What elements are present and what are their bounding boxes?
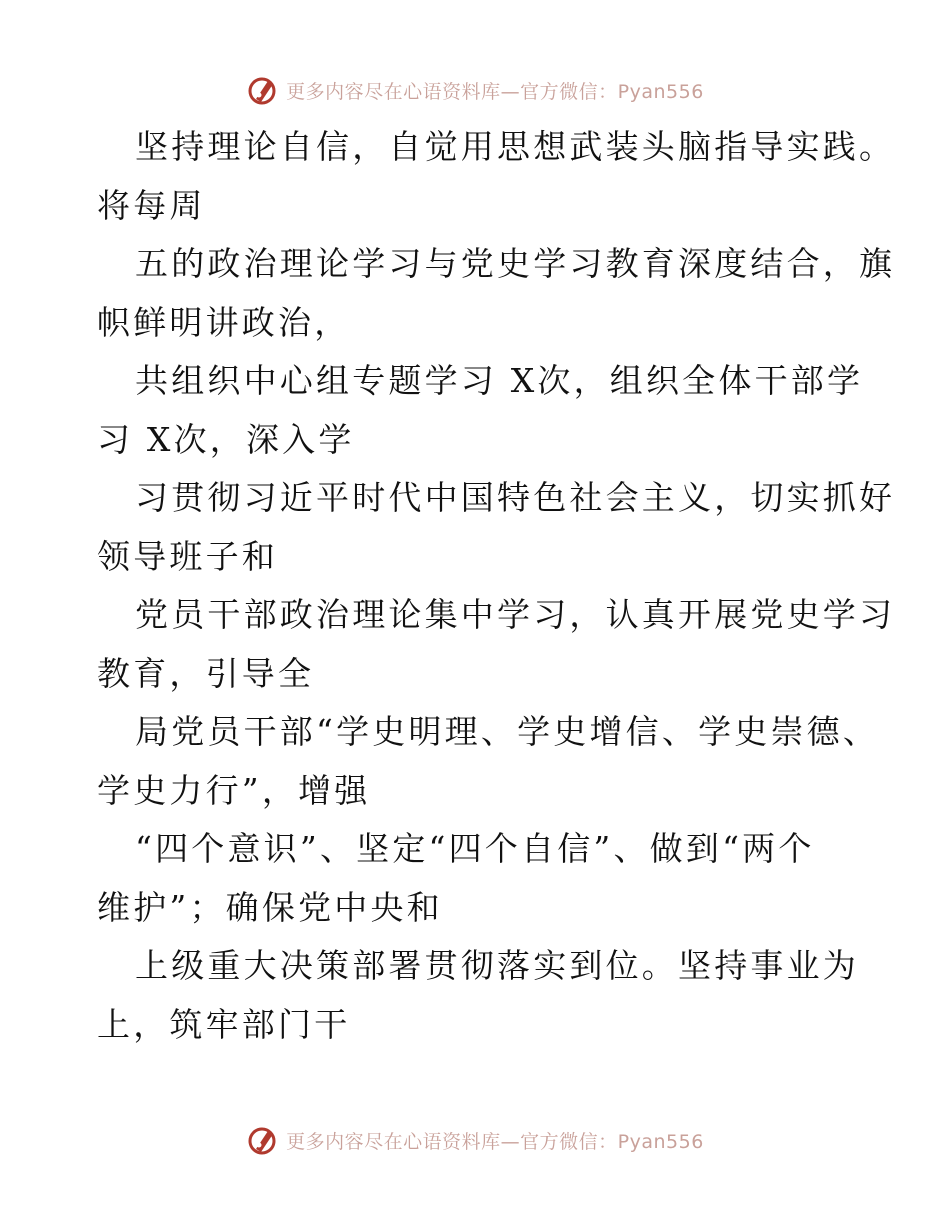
- text-line: 共组织中心组专题学习 X次，组织全体干部学: [135, 361, 864, 400]
- text-line: 局党员干部“学史明理、学史增信、学史崇德、: [135, 712, 880, 751]
- header-watermark: [0, 70, 950, 110]
- text-line: 教育，引导全: [97, 653, 315, 693]
- pen-logo-icon: [246, 1123, 280, 1157]
- text-line: 维护”；确保党中央和: [97, 887, 443, 927]
- text-line: 学史力行”，增强: [97, 770, 371, 810]
- text-line: 领导班子和: [97, 536, 278, 576]
- text-line: 上，筑牢部门干: [97, 1004, 351, 1044]
- document-body: [97, 118, 896, 1054]
- text-line: 习 X次，深入学: [97, 419, 355, 459]
- footer-watermark-text: 更多内容尽在心语资料库—官方微信：Pyan556: [286, 1130, 704, 1153]
- pen-logo-icon: [246, 73, 280, 107]
- text-line: 党员干部政治理论集中学习，认真开展党史学习: [135, 595, 896, 634]
- text-line: 将每周: [97, 185, 206, 225]
- text-line: 五的政治理论学习与党史学习教育深度结合，旗: [135, 244, 896, 283]
- text-line: 上级重大决策部署贯彻落实到位。坚持事业为: [135, 946, 859, 985]
- text-line: 习贯彻习近平时代中国特色社会主义，切实抓好: [135, 478, 896, 517]
- header-watermark-text: 更多内容尽在心语资料库—官方微信：Pyan556: [286, 80, 704, 103]
- footer-watermark: [0, 1120, 950, 1160]
- text-line: 帜鲜明讲政治，: [97, 302, 351, 342]
- text-line: 坚持理论自信，自觉用思想武装头脑指导实践。: [135, 127, 896, 166]
- text-line: “四个意识”、坚定“四个自信”、做到“两个: [135, 829, 815, 868]
